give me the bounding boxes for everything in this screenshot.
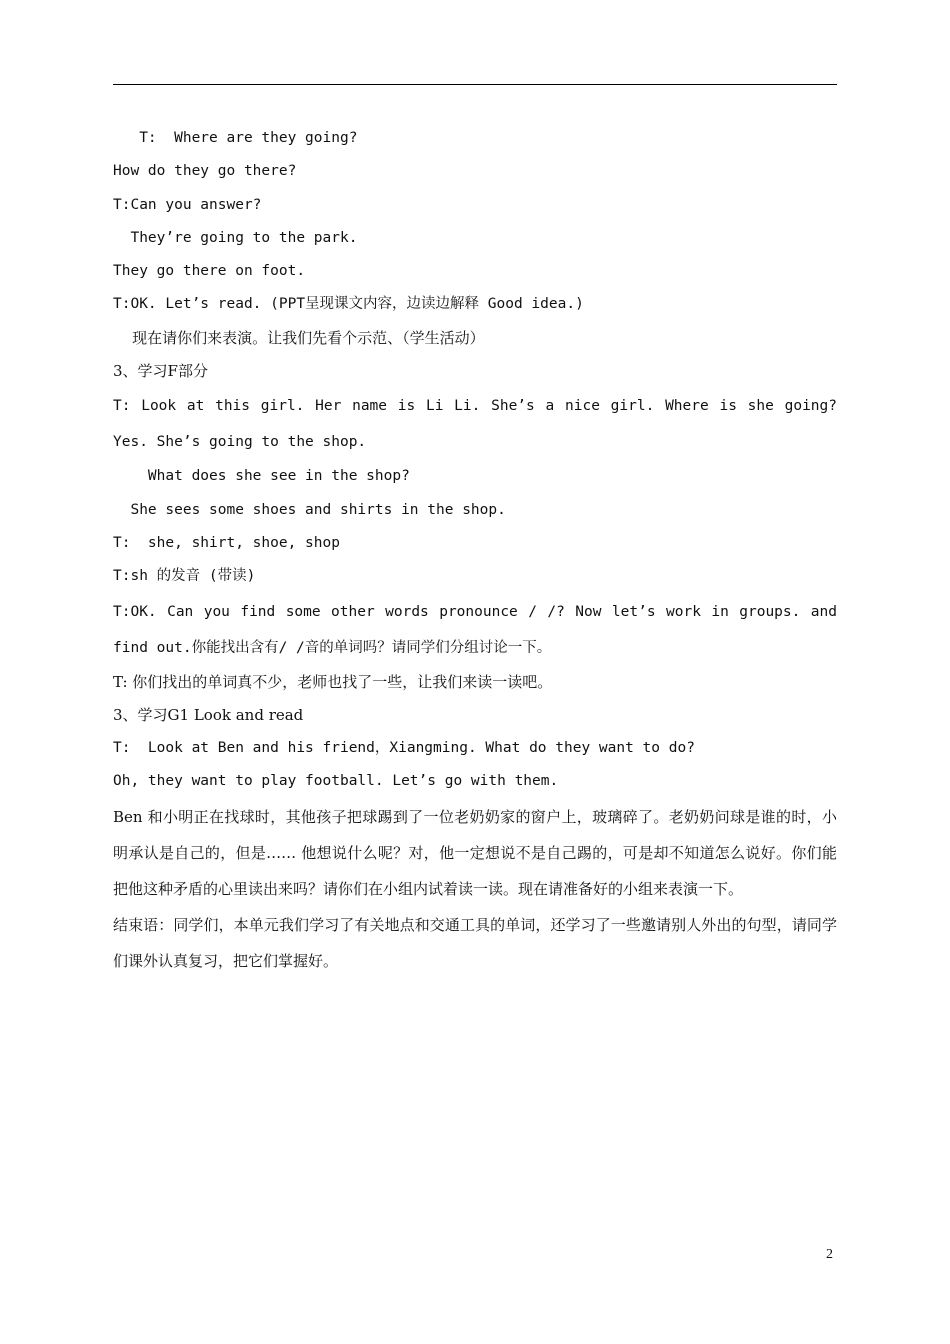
- page-number: 2: [826, 1247, 833, 1262]
- header-rule: [113, 84, 837, 85]
- text-line: T: Where are they going?: [113, 130, 358, 146]
- section-heading: 3、学习G1 Look and read: [113, 705, 304, 724]
- text-line: 现在请你们来表演。让我们先看个示范、（学生活动）: [113, 328, 485, 347]
- text-line: T:sh 的发音 (带读): [113, 568, 256, 585]
- text-line: T: she, shirt, shoe, shop: [113, 534, 340, 551]
- text-paragraph: T: Look at this girl. Her name is Li Li. She’s a nice girl. Where is she going? Yes. She’s going to the shop.: [113, 398, 837, 451]
- closing-paragraph: 结束语：同学们，本单元我们学习了有关地点和交通工具的单词，还学习了一些邀请别人外出的句型，请同学们课外认真复习，把它们掌握好。: [113, 915, 837, 970]
- text-line: How do they go there?: [113, 163, 297, 180]
- text-line: T: 你们找出的单词真不少，老师也找了一些，让我们来读一读吧。: [113, 672, 553, 691]
- text-line: What does she see in the shop?: [113, 468, 410, 485]
- text-line: They go there on foot.: [113, 263, 306, 280]
- section-heading: 3、学习F部分: [113, 362, 208, 381]
- text-line: They’re going to the park.: [113, 229, 358, 246]
- text-line: T:OK. Let’s read. (PPT呈现课文内容，边读边解释 Good idea.): [113, 296, 584, 313]
- text-paragraph: Ben 和小明正在找球时，其他孩子把球踢到了一位老奶奶家的窗户上，玻璃碎了。老奶奶问球是谁的时，小明承认是自己的，但是…… 他想说什么呢？对，他一定想说不是自己踢的，可是却不知道怎么说好。你们能把他这种矛盾的心里读出来吗？请你们在小组内试着读一读。现在请准备好的小组来表演一下。: [113, 807, 837, 898]
- page-body: [113, 122, 837, 979]
- text-line: She sees some shoes and shirts in the shop.: [113, 501, 506, 518]
- text-line: T: Look at Ben and his friend，Xiangming. What do they want to do?: [113, 740, 695, 757]
- text-paragraph: T:OK. Can you find some other words pronounce / /? Now let’s work in groups. and find out.你能找出含有/ /音的单词吗？请同学们分组讨论一下。: [113, 603, 837, 656]
- text-line: T:Can you answer?: [113, 196, 262, 213]
- text-line: Oh, they want to play football. Let’s go with them.: [113, 773, 559, 790]
